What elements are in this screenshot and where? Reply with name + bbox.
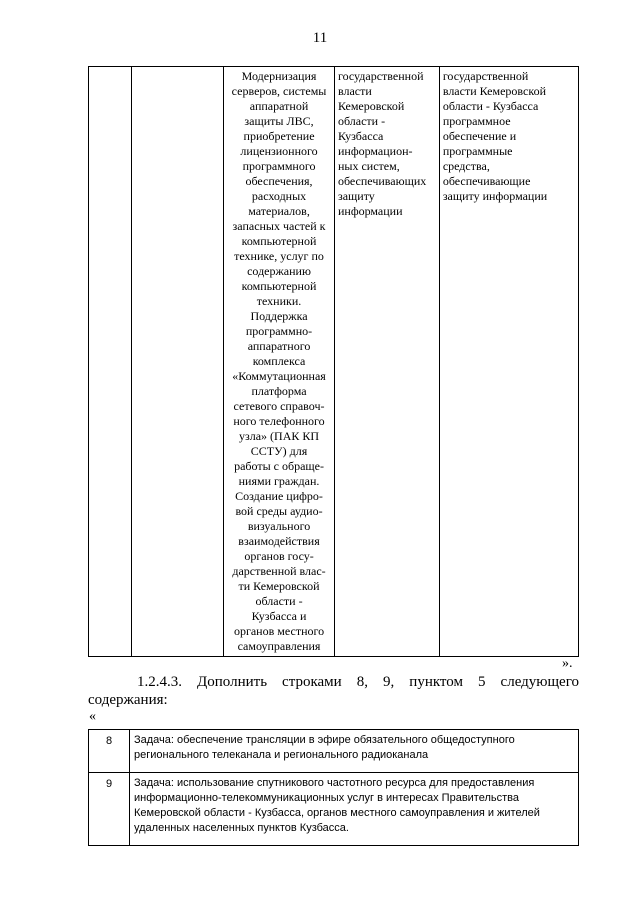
measures-cell: Модернизация серверов, системы аппаратной защиты ЛВС, приобретение лицензионного программного обеспечения, расходных материалов, запасных частей к компьютерной технике, услуг по содержанию компьютерной техники. Поддержка программно- аппаратного комплекса «Коммутационная платформа сетевого справоч- ного телефонного узла» (ПАК КП ССТУ) для работы с обраще- ниями граждан. Создание цифро- вой среды аудио- визуального взаимодействия органов госу- дарственной влас- ти Кемеровской области - Кузбасса и органов местного самоуправления [231,69,327,653]
amendment-paragraph [88,673,579,709]
software-cell: государственной власти Кемеровской области - Кузбасса программное обеспечение и программные средства, обеспечивающие защиту информации [442,69,548,203]
task-text: Задача: обеспечение трансляции в эфире обязательного общедоступного регионального телеканала и регионального радиоканала [130,730,579,773]
opening-quote: « [89,709,96,724]
table-cell-empty [89,67,132,657]
task-text: Задача: использование спутникового частотного ресурса для предоставления информационно-телекоммуникационных услуг в интересах Правительства Кемеровской области - Кузбасса, органов местного самоуправления и жителей удаленных населенных пунктов Кузбасса. [130,773,579,846]
row-number: 8 [89,730,130,773]
systems-cell: государственной власти Кемеровской области - Кузбасса информацион- ных систем, обеспечивающих защиту информации [337,69,427,218]
closing-quote: ». [562,656,573,671]
page-number: 11 [312,30,328,46]
row-number: 9 [89,773,130,846]
table-cell-empty [132,67,224,657]
table-row [89,730,579,773]
tasks-table [88,729,579,846]
amendment-text: 1.2.4.3. Дополнить строками 8, 9, пунктом 5 следующего содержания: [88,674,579,708]
table-row [89,773,579,846]
continuation-table [88,66,579,657]
table-row [89,67,579,657]
